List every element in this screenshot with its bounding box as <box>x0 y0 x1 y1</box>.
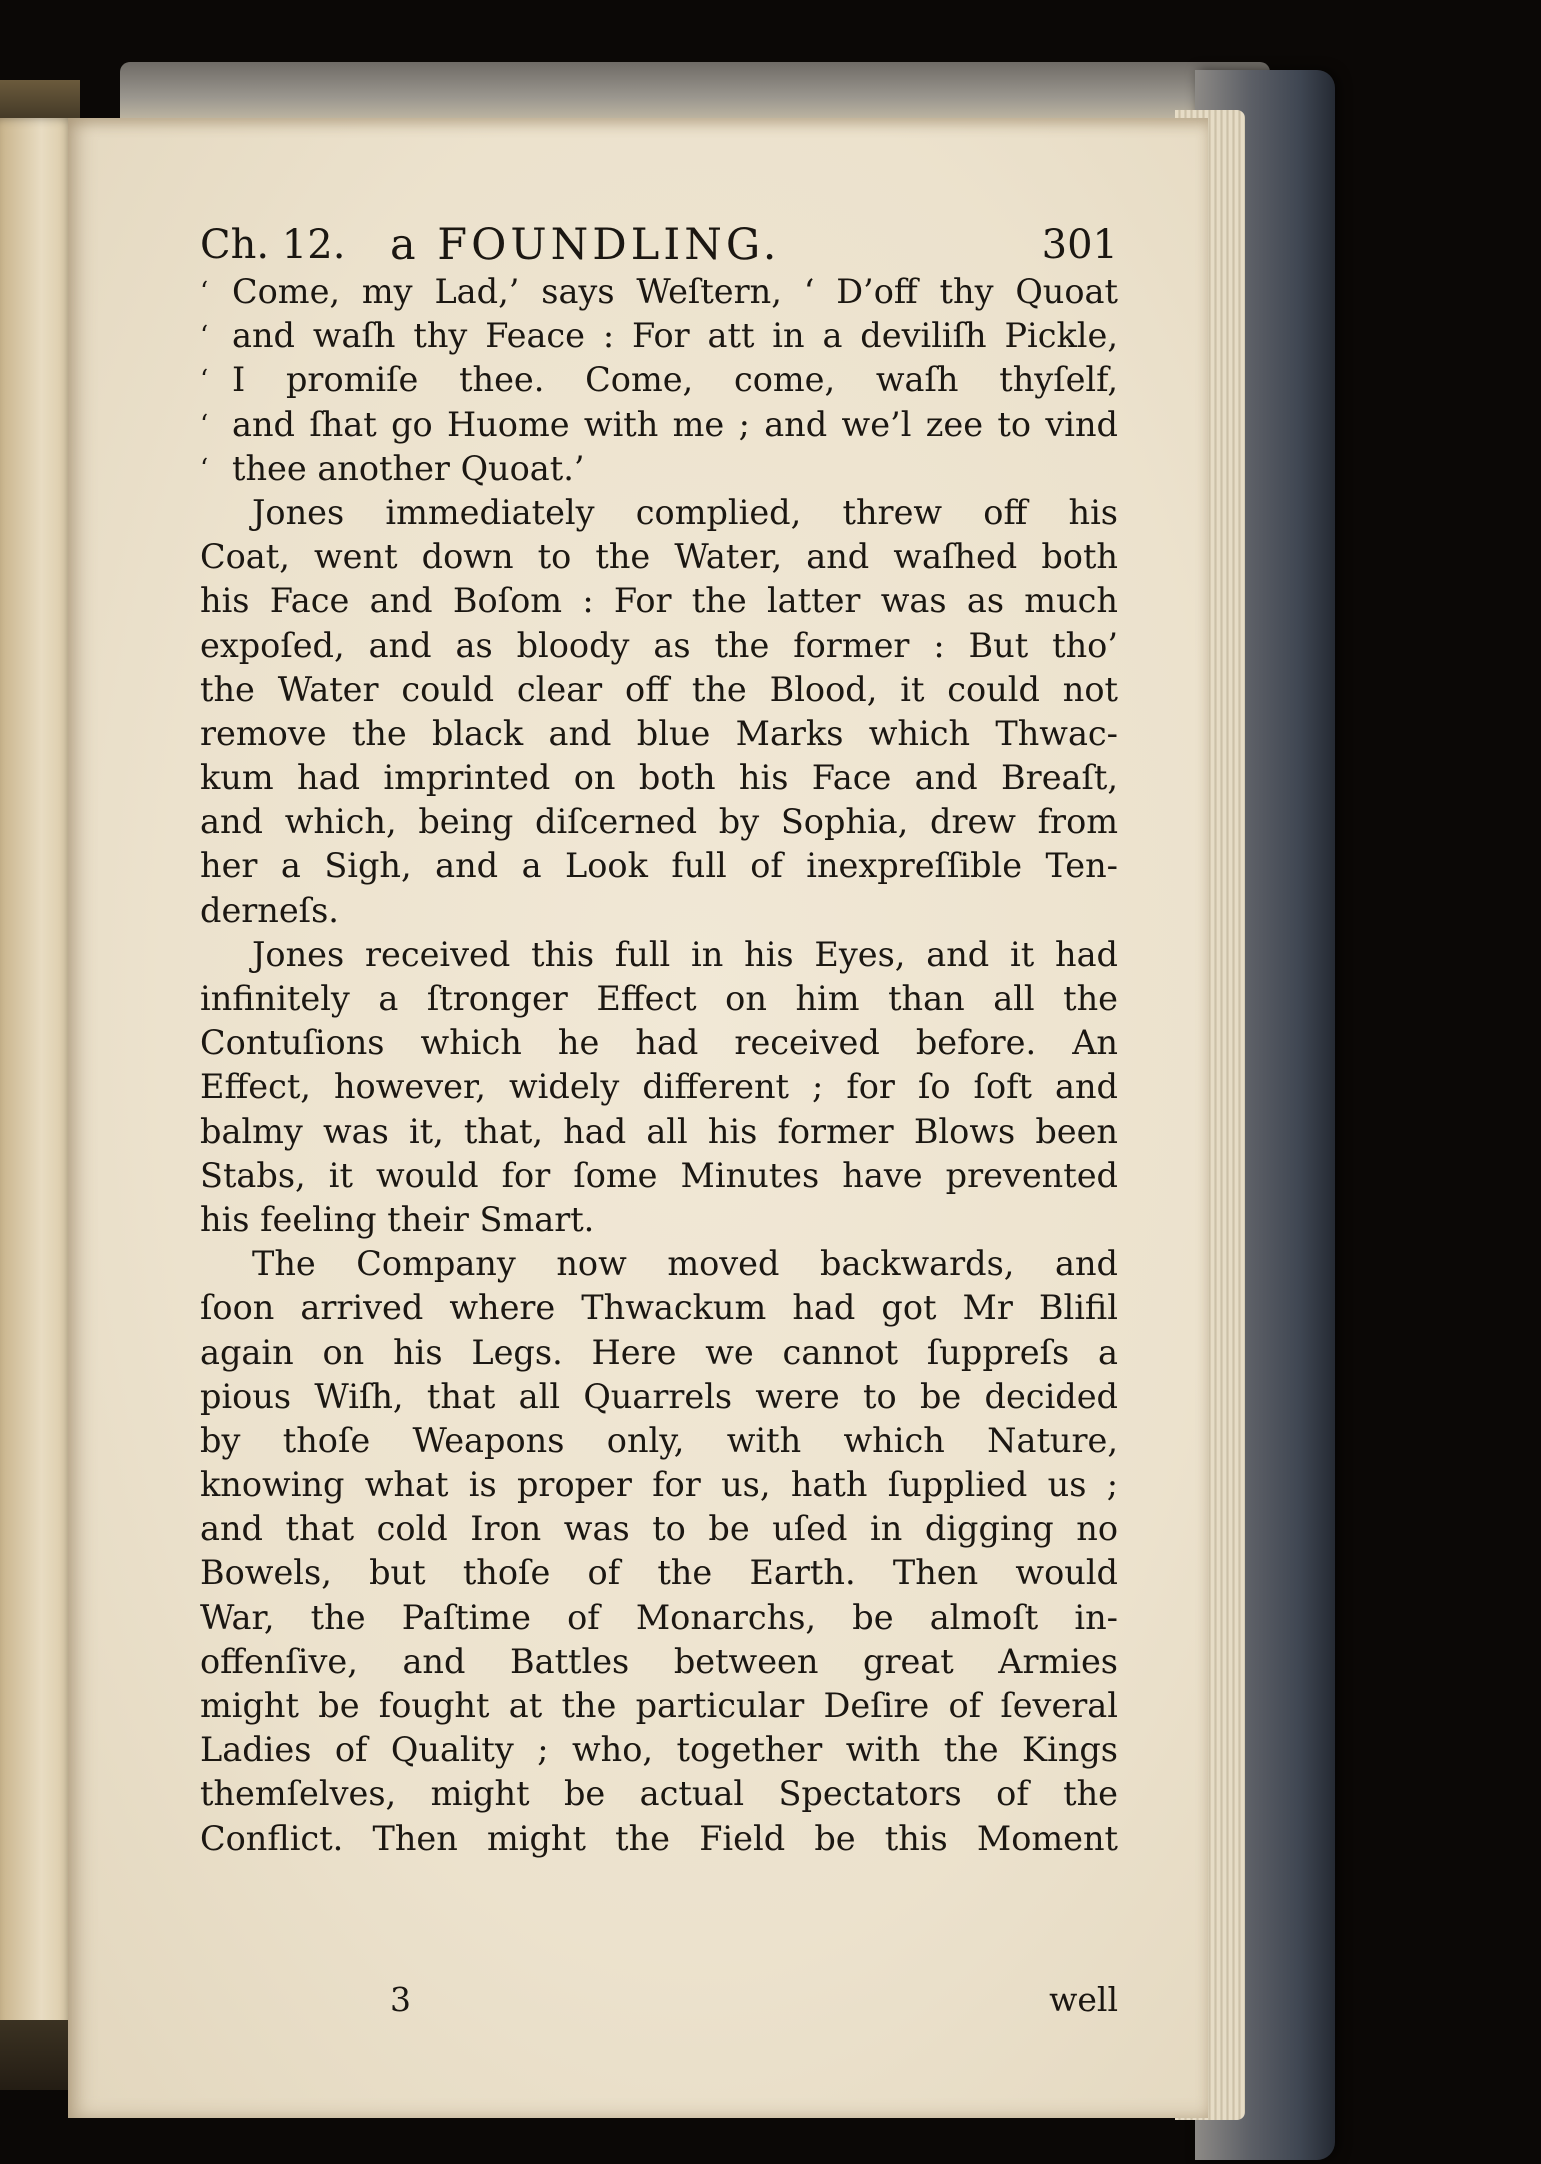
text-line: by thoſe Weapons only, with which Nature, <box>200 1420 1118 1460</box>
text-line: Jones immediately complied, threw off his <box>252 492 1118 532</box>
text-line: Effect, however, widely different ; for ſo ſoft and <box>200 1067 1118 1107</box>
text-line: her a Sigh, and a Look full of inexpreſſible Ten- <box>200 846 1118 886</box>
signature-mark: 3 <box>390 1980 411 2019</box>
text-line: Ladies of Quality ; who, together with the Kings <box>200 1730 1118 1770</box>
book-cover-top-edge <box>120 62 1270 122</box>
text-line: and which, being diſcerned by Sophia, drew from <box>200 802 1118 842</box>
text-line: offenſive, and Battles between great Armies <box>200 1641 1118 1681</box>
chapter-label: Ch. 12. <box>200 222 346 268</box>
catchword: well <box>1049 1980 1118 2019</box>
text-line: infinitely a ſtronger Effect on him than all the <box>200 979 1118 1018</box>
text-line: themſelves, might be actual Spectators of the <box>200 1774 1118 1814</box>
text-line: kum had imprinted on both his Face and Breaſt, <box>200 758 1118 798</box>
running-title: a FOUNDLING. <box>390 220 781 270</box>
text-line: the Water could clear off the Blood, it could not <box>200 669 1118 709</box>
running-header <box>200 208 1118 274</box>
text-line: ‘ and waſh thy Feace : For att in a deviliſh Pickle, <box>200 314 1118 358</box>
left-page-edge <box>0 118 75 2033</box>
text-line: ‘ Come, my Lad,’ says Weſtern, ‘ D’off thy Quoat <box>200 270 1118 314</box>
text-line: his feeling their Smart. <box>200 1199 595 1239</box>
text-line: ‘ and ſhat go Huome with me ; and we’l zee to vind <box>200 403 1118 447</box>
book-page <box>68 118 1208 2118</box>
text-line: knowing what is proper for us, hath ſupplied us ; <box>200 1465 1118 1505</box>
text-line: expoſed, and as bloody as the former : But tho’ <box>200 625 1118 665</box>
text-line: War, the Paſtime of Monarchs, be almoſt in- <box>200 1597 1118 1637</box>
text-line: Conflict. Then might the Field be this Moment <box>200 1818 1118 1858</box>
text-line: Stabs, it would for ſome Minutes have prevented <box>200 1155 1118 1195</box>
text-line: Bowels, but thoſe of the Earth. Then would <box>200 1553 1118 1593</box>
text-line: The Company now moved backwards, and <box>252 1244 1118 1284</box>
text-line: Contuſions which he had received before. An <box>200 1023 1118 1063</box>
text-line: Coat, went down to the Water, and waſhed both <box>200 537 1118 577</box>
text-line: Jones received this full in his Eyes, and it had <box>252 934 1118 974</box>
page-footer <box>200 1980 1118 2030</box>
text-line: again on his Legs. Here we cannot ſuppreſs a <box>200 1332 1118 1372</box>
text-line: balmy was it, that, had all his former Blows been <box>200 1111 1118 1151</box>
text-line: his Face and Boſom : For the latter was as much <box>200 581 1118 621</box>
body-text <box>200 270 1118 1861</box>
page-number: 301 <box>1041 222 1118 268</box>
text-line: pious Wiſh, that all Quarrels were to be decided <box>200 1376 1118 1416</box>
text-line: and that cold Iron was to be uſed in digging no <box>200 1509 1118 1549</box>
text-line: ‘ I promiſe thee. Come, come, waſh thyſelf, <box>200 358 1118 402</box>
text-line: derneſs. <box>200 890 339 930</box>
text-line: remove the black and blue Marks which Thwac- <box>200 713 1118 753</box>
text-line: might be fought at the particular Deſire of ſeveral <box>200 1686 1118 1725</box>
text-line: ſoon arrived where Thwackum had got Mr Blifil <box>200 1288 1118 1328</box>
text-line: ‘ thee another Quoat.’ <box>200 447 1118 491</box>
